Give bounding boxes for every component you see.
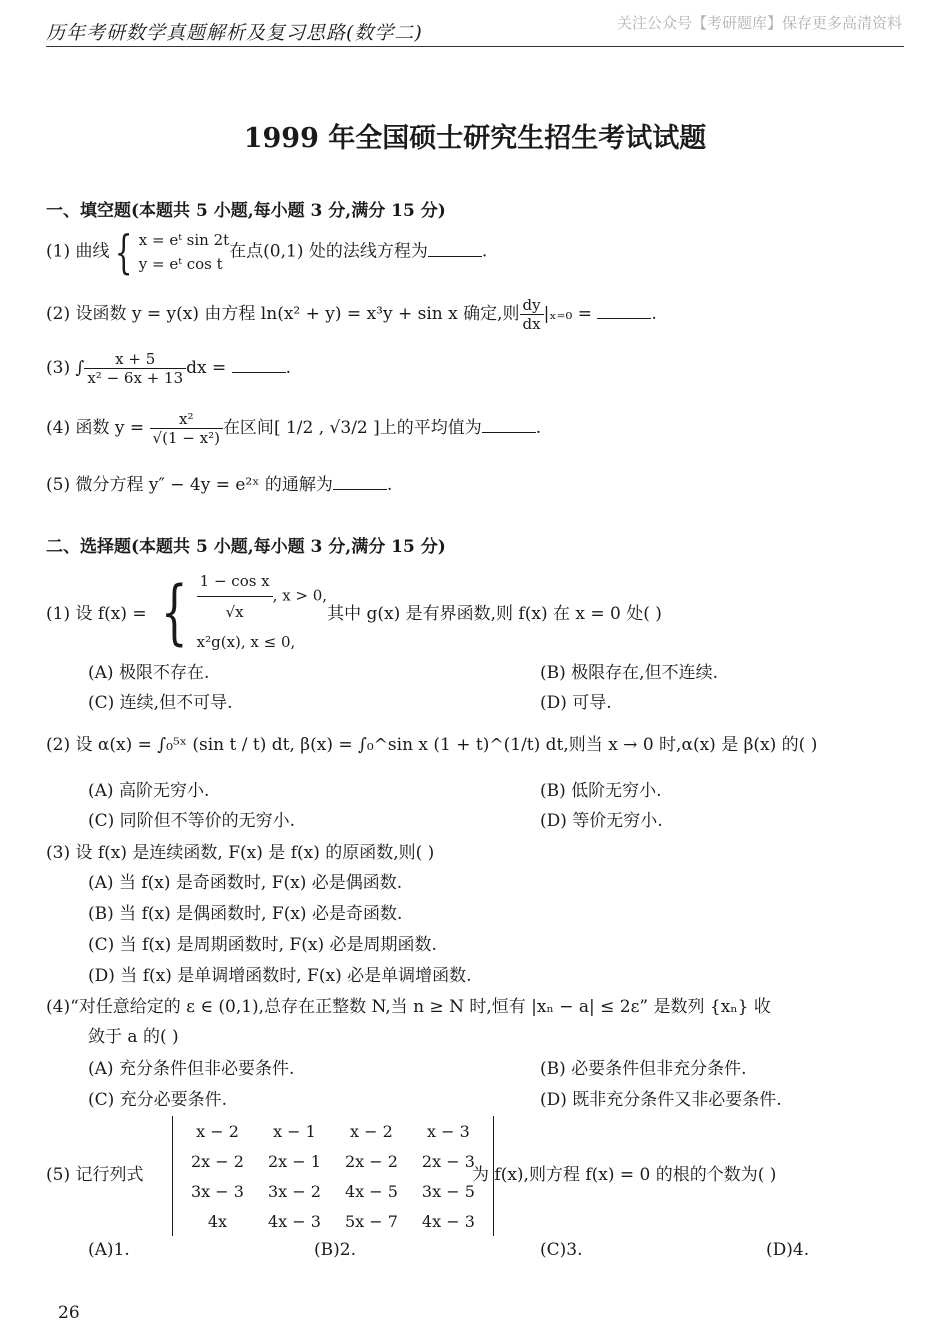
choice-q1: (1) 设 f(x) = { $\frac{\text{1 − cos x}}{√x}$ , x > 0, x²g(x), x ≤ 0, 其中 g(x) 是有界函数,则 f(x) 在 x = 0 处( ) — [46, 566, 662, 657]
choice-q2-option-b[interactable]: (B) 低阶无穷小. — [540, 781, 662, 801]
choice-q4-option-d[interactable]: (D) 既非充分条件又非必要条件. — [540, 1090, 782, 1110]
determinant-cell: 2x − 1 — [267, 1151, 321, 1171]
choice-q2-option-a[interactable]: (A) 高阶无穷小. — [88, 781, 210, 801]
determinant-cell: x − 2 — [196, 1121, 239, 1141]
fill-q1: (1) 曲线 { x = eᵗ sin 2t y = eᵗ cos t 在点(0,1) 处的法线方程为 . — [46, 225, 488, 279]
section-heading-fill-in: 一、填空题(本题共 5 小题,每小题 3 分,满分 15 分) — [46, 201, 446, 221]
determinant-cell: 4x − 3 — [267, 1211, 321, 1231]
answer-blank[interactable] — [428, 256, 482, 257]
determinant-cell: x − 3 — [427, 1121, 470, 1141]
interval: [ 1/2 , √3/2 ] — [273, 418, 380, 438]
determinant-cell: x − 2 — [350, 1121, 393, 1141]
choice-q4-option-b[interactable]: (B) 必要条件但非充分条件. — [540, 1059, 747, 1079]
function-fraction: $\frac{\text{x²}}{\text{√(1 − x²)}}$ — [150, 410, 223, 447]
choice-q3-option-b[interactable]: (B) 当 f(x) 是偶函数时, F(x) 必是奇函数. — [88, 904, 403, 924]
choice-q3-option-a[interactable]: (A) 当 f(x) 是奇函数时, F(x) 必是偶函数. — [88, 873, 403, 893]
page-number: 26 — [58, 1303, 80, 1323]
determinant-row — [179, 1146, 487, 1176]
fill-q4: (4) 函数 y = $\frac{\text{x²}}{\text{√(1 − x²)}}$ 在区间[ 1/2 , √3/2 ]上的平均值为 . — [46, 410, 542, 447]
choice-q1-option-b[interactable]: (B) 极限存在,但不连续. — [540, 663, 718, 683]
answer-blank[interactable] — [597, 318, 651, 319]
choice-q4-option-c[interactable]: (C) 充分必要条件. — [88, 1090, 228, 1110]
determinant-cell: 3x − 3 — [191, 1181, 244, 1201]
determinant-cell: 2x − 3 — [421, 1151, 475, 1171]
determinant-row — [179, 1116, 487, 1146]
determinant-row — [179, 1176, 487, 1206]
choice-q1-option-a[interactable]: (A) 极限不存在. — [88, 663, 210, 683]
choice-q5-tail: 为 f(x),则方程 f(x) = 0 的根的个数为( ) — [472, 1165, 777, 1185]
choice-q5-option-a[interactable]: (A)1. — [88, 1240, 130, 1260]
piecewise-cases: $\frac{\text{1 − cos x}}{√x}$ , x > 0, x²g(x), x ≤ 0, — [197, 566, 327, 657]
left-brace-icon: { — [115, 225, 133, 279]
fill-q1-tail: 在点(0,1) 处的法线方程为 — [229, 241, 428, 262]
choice-q4-line1: (4)“对任意给定的 ε ∈ (0,1),总存在正整数 N,当 n ≥ N 时,恒有 |xₙ − a| ≤ 2ε” 是数列 {xₙ} 收 — [46, 997, 771, 1017]
determinant-cell: 3x − 5 — [421, 1181, 475, 1201]
determinant-cell: 2x − 2 — [344, 1151, 398, 1171]
determinant-cell: 2x − 2 — [191, 1151, 244, 1171]
determinant-table — [179, 1116, 487, 1236]
fill-q5: (5) 微分方程 y″ − 4y = e²ˣ 的通解为 . — [46, 475, 393, 495]
fill-q2: (2) 设函数 y = y(x) 由方程 ln(x² + y) = x³y + sin x 确定,则 $\frac{dy}{dx}$ |ₓ₌₀ = . — [46, 296, 657, 333]
choice-q3: (3) 设 f(x) 是连续函数, F(x) 是 f(x) 的原函数,则( ) — [46, 843, 435, 863]
choice-q4-line2: 敛于 a 的( ) — [88, 1027, 179, 1047]
determinant-cell: 3x − 2 — [267, 1181, 321, 1201]
choice-q5-lead: (5) 记行列式 — [46, 1165, 144, 1185]
choice-q3-option-c[interactable]: (C) 当 f(x) 是周期函数时, F(x) 必是周期函数. — [88, 935, 437, 955]
header-rule — [46, 46, 904, 47]
derivative-fraction: $\frac{dy}{dx}$ — [520, 296, 544, 333]
watermark-note: 关注公众号【考研题库】保存更多高清资料 — [616, 14, 902, 32]
page-title: 1999 年全国硕士研究生招生考试试题 — [243, 123, 707, 154]
choice-q5-option-b[interactable]: (B)2. — [314, 1240, 356, 1260]
integrand-fraction: $\frac{x + 5}{\text{x² − 6x + 13}}$ — [84, 350, 186, 387]
fill-q1-number: (1) 曲线 — [46, 241, 110, 262]
answer-blank[interactable] — [232, 372, 286, 373]
determinant-cell: 4x − 5 — [344, 1181, 398, 1201]
determinant-cell: 5x − 7 — [344, 1211, 398, 1231]
choice-q3-option-d[interactable]: (D) 当 f(x) 是单调增函数时, F(x) 必是单调增函数. — [88, 966, 472, 986]
choice-q1-option-c[interactable]: (C) 连续,但不可导. — [88, 693, 233, 713]
determinant-row — [179, 1206, 487, 1236]
choice-q1-option-d[interactable]: (D) 可导. — [540, 693, 612, 713]
left-brace-icon: { — [161, 570, 188, 653]
determinant-cell: x − 1 — [273, 1121, 316, 1141]
choice-q4-option-a[interactable]: (A) 充分条件但非必要条件. — [88, 1059, 295, 1079]
determinant-cell: 4x − 3 — [421, 1211, 475, 1231]
choice-q2-option-d[interactable]: (D) 等价无穷小. — [540, 811, 663, 831]
choice-q5-option-c[interactable]: (C)3. — [540, 1240, 583, 1260]
choice-q2: (2) 设 α(x) = ∫₀⁵ˣ (sin t / t) dt, β(x) = ∫₀^sin x (1 + t)^(1/t) dt,则当 x → 0 时,α(x) 是 β(x) 的( ) — [46, 735, 818, 755]
curve-system: x = eᵗ sin 2t y = eᵗ cos t — [138, 231, 230, 273]
section-heading-choice: 二、选择题(本题共 5 小题,每小题 3 分,满分 15 分) — [46, 537, 446, 557]
choice-q5-option-d[interactable]: (D)4. — [766, 1240, 810, 1260]
fill-q3: (3) ∫ $\frac{x + 5}{\text{x² − 6x + 13}}$ dx = . — [46, 350, 292, 387]
choice-q2-option-c[interactable]: (C) 同阶但不等价的无穷小. — [88, 811, 296, 831]
determinant — [172, 1116, 494, 1236]
running-header: 历年考研数学真题解析及复习思路(数学二) — [46, 22, 423, 44]
determinant-cell: 4x — [207, 1211, 228, 1231]
answer-blank[interactable] — [482, 432, 536, 433]
answer-blank[interactable] — [333, 489, 387, 490]
